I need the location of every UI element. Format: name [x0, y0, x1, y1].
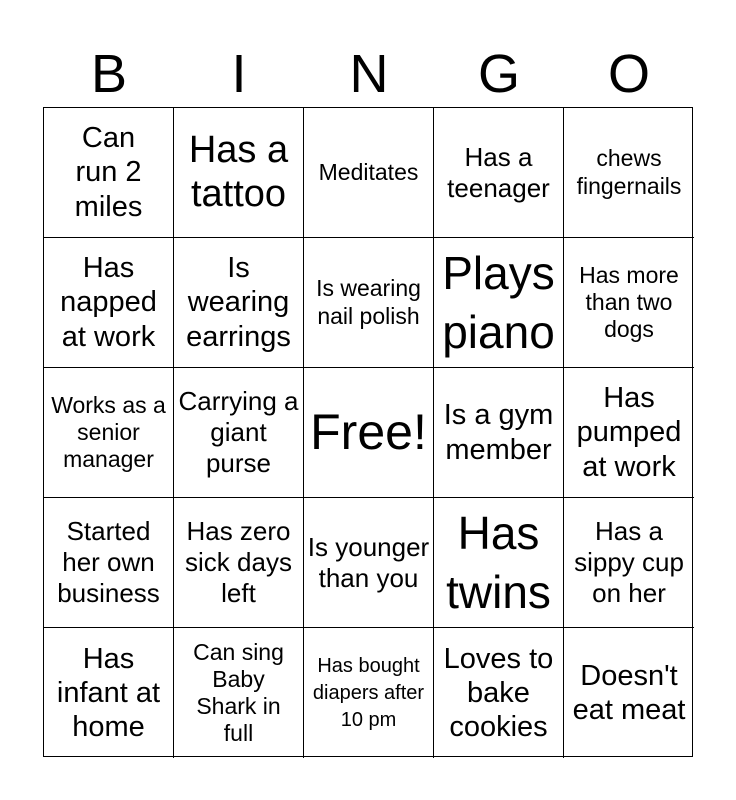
bingo-cell[interactable]: Has bought diapers after 10 pm: [304, 628, 434, 758]
bingo-cell[interactable]: Can sing Baby Shark in full: [174, 628, 304, 758]
bingo-cell[interactable]: chews fingernails: [564, 108, 694, 238]
bingo-cell[interactable]: Works as a senior manager: [44, 368, 174, 498]
header-letter-o: O: [607, 44, 650, 104]
header-letter-n: N: [349, 44, 389, 104]
bingo-cell[interactable]: Has infant at home: [44, 628, 174, 758]
free-space-cell[interactable]: Free!: [304, 368, 434, 498]
bingo-cell[interactable]: Is wearing earrings: [174, 238, 304, 368]
bingo-cell[interactable]: Has a teenager: [434, 108, 564, 238]
bingo-cell[interactable]: Is younger than you: [304, 498, 434, 628]
bingo-cell[interactable]: Doesn't eat meat: [572, 659, 686, 726]
bingo-cell[interactable]: Has zero sick days left: [174, 498, 304, 628]
header-letter-i: I: [231, 44, 247, 104]
bingo-cell[interactable]: Has a sippy cup on her: [564, 498, 694, 628]
bingo-cell[interactable]: Meditates: [304, 108, 434, 238]
bingo-cell[interactable]: Has napped at work: [44, 238, 174, 368]
header-letter-g: G: [477, 44, 520, 104]
header-letter-b: B: [90, 44, 128, 104]
bingo-cell[interactable]: Has a tattoo: [174, 108, 304, 238]
bingo-cell[interactable]: Has twins: [434, 498, 564, 628]
bingo-cell[interactable]: Started her own business: [44, 498, 174, 628]
bingo-cell[interactable]: Loves to bake cookies: [434, 628, 564, 758]
bingo-grid: [43, 107, 693, 757]
bingo-cell[interactable]: Has more than two dogs: [564, 238, 694, 368]
bingo-cell[interactable]: Can run 2 miles: [44, 108, 174, 238]
bingo-cell[interactable]: Carrying a giant purse: [174, 368, 304, 498]
bingo-cell[interactable]: Plays piano: [434, 238, 564, 368]
bingo-header: [44, 40, 694, 108]
bingo-cell[interactable]: Is wearing nail polish: [304, 238, 434, 368]
bingo-cell[interactable]: Is a gym member: [434, 368, 564, 498]
bingo-cell[interactable]: Has pumped at work: [564, 368, 694, 498]
